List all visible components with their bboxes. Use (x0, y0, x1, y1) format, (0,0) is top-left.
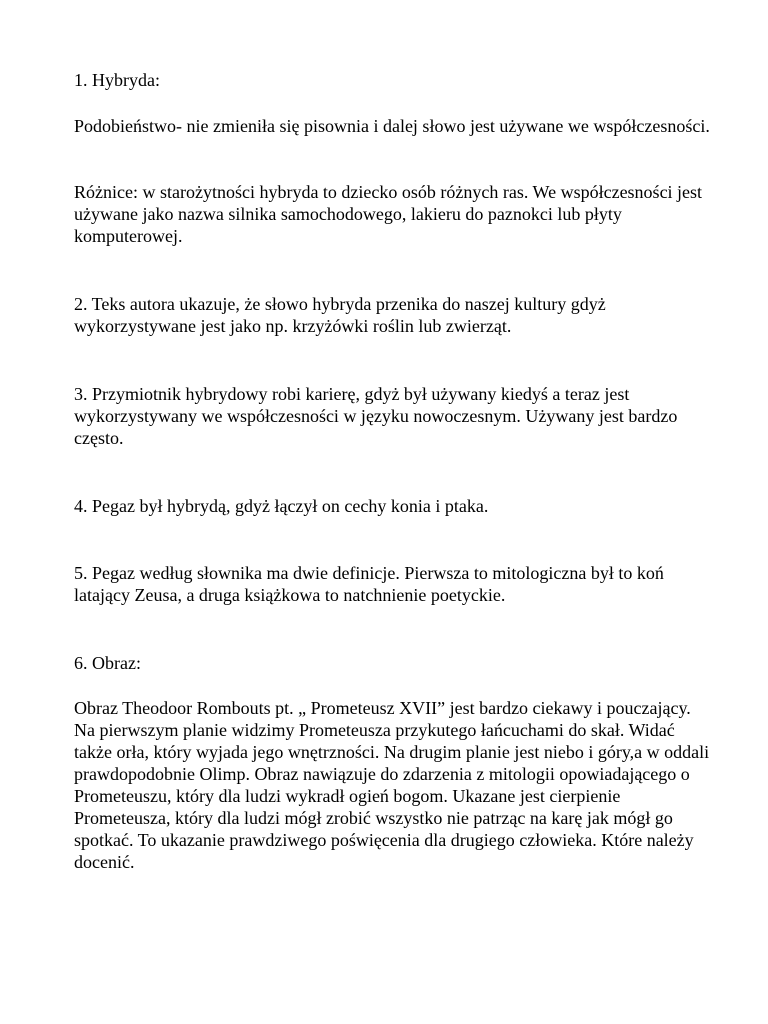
paragraph-answer-4: 4. Pegaz był hybrydą, gdyż łączył on cechy konia i ptaka. (74, 496, 489, 516)
paragraph-obraz-description: Obraz Theodoor Rombouts pt. „ Prometeusz XVII” jest bardzo ciekawy i pouczający. Na pierwszym planie widzimy Prometeusza przykutego łańcuchami do skał. Widać także orła, który wyjada jego wnętrzności. Na drugim planie jest niebo i góry,a w oddali prawdopodobnie Olimp. Obraz nawiązuje do zdarzenia z mitologii opowiadającego o Prometeuszu, który dla ludzi wykradł ogień bogom. Ukazane jest cierpienie Prometeusza, który dla ludzi mógł zrobić wszystko nie patrząc na karę jak mógł go spotkać. To ukazanie prawdziwego poświęcenia dla drugiego człowieka. Które należy docenić. (74, 698, 710, 872)
heading-6-obraz: 6. Obraz: (74, 653, 141, 673)
paragraph-podobienstwo: Podobieństwo- nie zmieniła się pisownia i dalej słowo jest używane we współczesności. (74, 116, 710, 136)
paragraph-answer-2: 2. Teks autora ukazuje, że słowo hybryda przenika do naszej kultury gdyż wykorzystywane jest jako np. krzyżówki roślin lub zwierząt. (74, 294, 606, 336)
paragraph-answer-5: 5. Pegaz według słownika ma dwie definicje. Pierwsza to mitologiczna był to koń latający Zeusa, a druga książkowa to natchnienie poetyckie. (74, 563, 664, 605)
heading-1-hybryda: 1. Hybryda: (74, 70, 160, 90)
paragraph-roznice: Różnice: w starożytności hybryda to dziecko osób różnych ras. We współczesności jest używane jako nazwa silnika samochodowego, lakieru do paznokci lub płyty komputerowej. (74, 182, 703, 246)
paragraph-answer-3: 3. Przymiotnik hybrydowy robi karierę, gdyż był używany kiedyś a teraz jest wykorzystywany we współczesności w języku nowoczesnym. Używany jest bardzo często. (74, 384, 678, 448)
